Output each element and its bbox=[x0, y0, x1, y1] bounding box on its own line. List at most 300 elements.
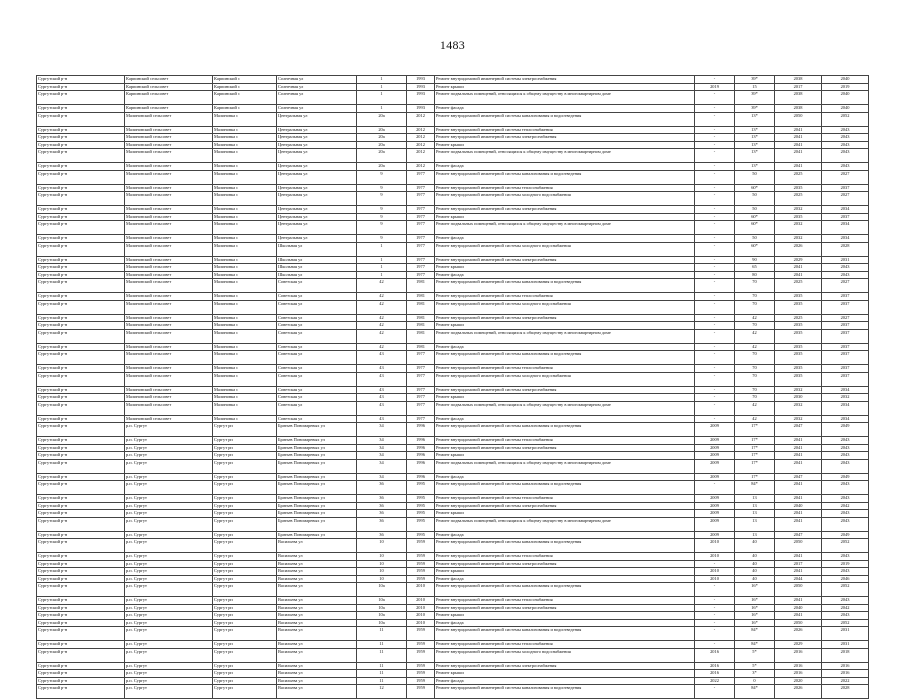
district-cell: Сургутский р-н bbox=[37, 192, 125, 206]
plan-end-year-cell: 2018 bbox=[822, 648, 869, 662]
plan-end-year-cell: 2034 bbox=[822, 206, 869, 214]
wear-percent-cell: 17* bbox=[735, 437, 775, 445]
plan-start-year-cell: 2050 bbox=[775, 583, 822, 597]
house-number-cell: 1 bbox=[357, 83, 407, 91]
wear-percent-cell: 40 bbox=[735, 575, 775, 583]
house-number-cell: 43 bbox=[357, 401, 407, 415]
house-number-cell: 20а bbox=[357, 141, 407, 149]
municipality-cell: р.п. Сургут bbox=[125, 604, 213, 612]
last-repair-year-cell: - bbox=[695, 386, 735, 394]
municipality-cell: р.п. Сургут bbox=[125, 437, 213, 445]
last-repair-year-cell: - bbox=[695, 372, 735, 386]
table-row bbox=[37, 401, 869, 415]
repair-type-cell: Ремонт крыши bbox=[435, 612, 695, 620]
year-built-cell: 1981 bbox=[407, 314, 435, 322]
last-repair-year-cell: - bbox=[695, 365, 735, 373]
settlement-cell: Сургут рп bbox=[213, 473, 277, 481]
wear-percent-cell: 90 bbox=[735, 256, 775, 264]
table-row bbox=[37, 163, 869, 171]
wear-percent-cell: 70 bbox=[735, 394, 775, 402]
street-cell: Солнечная ул bbox=[277, 91, 357, 105]
year-built-cell: 2012 bbox=[407, 112, 435, 126]
plan-start-year-cell: 2032 bbox=[775, 415, 822, 423]
year-built-cell: 1996 bbox=[407, 473, 435, 481]
plan-end-year-cell: 2043 bbox=[822, 517, 869, 531]
last-repair-year-cell: 2010 bbox=[695, 568, 735, 576]
table-row bbox=[37, 76, 869, 84]
plan-end-year-cell: 2032 bbox=[822, 394, 869, 402]
plan-start-year-cell: 2035 bbox=[775, 322, 822, 330]
year-built-cell: 1977 bbox=[407, 264, 435, 272]
settlement-cell: Сургут рп bbox=[213, 452, 277, 460]
year-built-cell: 1996 bbox=[407, 444, 435, 452]
repair-type-cell: Ремонт внутридомовой инженерной системы теплоснабжения bbox=[435, 553, 695, 561]
plan-start-year-cell: 2016 bbox=[775, 648, 822, 662]
municipality-cell: Малиновский сельсовет bbox=[125, 300, 213, 314]
year-built-cell: 1977 bbox=[407, 401, 435, 415]
wear-percent-cell: 50 bbox=[735, 206, 775, 214]
street-cell: Васильева ул bbox=[277, 597, 357, 605]
table-row bbox=[37, 619, 869, 627]
settlement-cell: Малиновка с bbox=[213, 279, 277, 293]
wear-percent-cell: 40 bbox=[735, 553, 775, 561]
settlement-cell: Сургут рп bbox=[213, 677, 277, 685]
last-repair-year-cell: 2009 bbox=[695, 437, 735, 445]
last-repair-year-cell: 2009 bbox=[695, 444, 735, 452]
plan-start-year-cell: 2047 bbox=[775, 423, 822, 437]
wear-percent-cell: 50 bbox=[735, 235, 775, 243]
plan-start-year-cell: 2035 bbox=[775, 365, 822, 373]
wear-percent-cell: 70 bbox=[735, 365, 775, 373]
district-cell: Сургутский р-н bbox=[37, 300, 125, 314]
table-row bbox=[37, 670, 869, 678]
street-cell: Советская ул bbox=[277, 293, 357, 301]
plan-start-year-cell: 2025 bbox=[775, 192, 822, 206]
repair-type-cell: Ремонт внутридомовой инженерной системы теплоснабжения bbox=[435, 293, 695, 301]
repair-type-cell: Ремонт внутридомовой инженерной системы электроснабжения bbox=[435, 662, 695, 670]
wear-percent-cell: 13 bbox=[735, 531, 775, 539]
district-cell: Сургутский р-н bbox=[37, 322, 125, 330]
house-number-cell: 43 bbox=[357, 372, 407, 386]
repair-type-cell: Ремонт внутридомовой инженерной системы электроснабжения bbox=[435, 206, 695, 214]
last-repair-year-cell: - bbox=[695, 221, 735, 235]
plan-end-year-cell: 2052 bbox=[822, 583, 869, 597]
year-built-cell: 1996 bbox=[407, 437, 435, 445]
plan-start-year-cell: 2032 bbox=[775, 221, 822, 235]
table-row bbox=[37, 604, 869, 612]
plan-end-year-cell: 2043 bbox=[822, 495, 869, 503]
repair-type-cell: Ремонт внутридомовой инженерной системы канализования и водоотведения bbox=[435, 481, 695, 495]
repair-type-cell: Ремонт крыши bbox=[435, 83, 695, 91]
street-cell: Братьев Пономаревых ул bbox=[277, 452, 357, 460]
wear-percent-cell: 13 bbox=[735, 502, 775, 510]
repair-type-cell: Ремонт фасада bbox=[435, 531, 695, 539]
repair-type-cell: Ремонт внутридомовой инженерной системы канализования и водоотведения bbox=[435, 583, 695, 597]
plan-start-year-cell: 2035 bbox=[775, 184, 822, 192]
district-cell: Сургутский р-н bbox=[37, 91, 125, 105]
house-number-cell: 42 bbox=[357, 329, 407, 343]
house-number-cell: 34 bbox=[357, 459, 407, 473]
municipality-cell: Малиновский сельсовет bbox=[125, 394, 213, 402]
house-number-cell: 11 bbox=[357, 677, 407, 685]
wear-percent-cell: 39* bbox=[735, 91, 775, 105]
house-number-cell: 20а bbox=[357, 134, 407, 142]
settlement-cell: Сургут рп bbox=[213, 502, 277, 510]
plan-start-year-cell: 2032 bbox=[775, 206, 822, 214]
wear-percent-cell: 13* bbox=[735, 112, 775, 126]
year-built-cell: 1996 bbox=[407, 459, 435, 473]
district-cell: Сургутский р-н bbox=[37, 553, 125, 561]
table-row bbox=[37, 685, 869, 699]
repair-type-cell: Ремонт подвальных помещений, относящихся к общему имуществу в многоквартирном доме bbox=[435, 221, 695, 235]
wear-percent-cell: 13* bbox=[735, 126, 775, 134]
plan-end-year-cell: 2037 bbox=[822, 293, 869, 301]
plan-start-year-cell: 2035 bbox=[775, 372, 822, 386]
plan-start-year-cell: 2041 bbox=[775, 553, 822, 561]
plan-start-year-cell: 2047 bbox=[775, 473, 822, 481]
repair-type-cell: Ремонт внутридомовой инженерной системы канализования и водоотведения bbox=[435, 170, 695, 184]
municipality-cell: р.п. Сургут bbox=[125, 648, 213, 662]
street-cell: Центральная ул bbox=[277, 149, 357, 163]
repair-type-cell: Ремонт внутридомовой инженерной системы электроснабжения bbox=[435, 444, 695, 452]
house-number-cell: 10 bbox=[357, 560, 407, 568]
wear-percent-cell: 13 bbox=[735, 517, 775, 531]
street-cell: Васильева ул bbox=[277, 568, 357, 576]
last-repair-year-cell: - bbox=[695, 271, 735, 279]
plan-end-year-cell: 2043 bbox=[822, 481, 869, 495]
last-repair-year-cell: 2009 bbox=[695, 495, 735, 503]
district-cell: Сургутский р-н bbox=[37, 415, 125, 423]
district-cell: Сургутский р-н bbox=[37, 365, 125, 373]
year-built-cell: 1959 bbox=[407, 670, 435, 678]
plan-end-year-cell: 2042 bbox=[822, 604, 869, 612]
last-repair-year-cell: 2022 bbox=[695, 677, 735, 685]
municipality-cell: Малиновский сельсовет bbox=[125, 264, 213, 272]
wear-percent-cell: 13 bbox=[735, 495, 775, 503]
last-repair-year-cell: - bbox=[695, 627, 735, 641]
last-repair-year-cell: - bbox=[695, 170, 735, 184]
repair-type-cell: Ремонт фасада bbox=[435, 235, 695, 243]
municipality-cell: Малиновский сельсовет bbox=[125, 415, 213, 423]
settlement-cell: Сургут рп bbox=[213, 444, 277, 452]
plan-start-year-cell: 2041 bbox=[775, 141, 822, 149]
district-cell: Сургутский р-н bbox=[37, 575, 125, 583]
plan-end-year-cell: 2043 bbox=[822, 264, 869, 272]
plan-end-year-cell: 2040 bbox=[822, 105, 869, 113]
repair-type-cell: Ремонт внутридомовой инженерной системы теплоснабжения bbox=[435, 437, 695, 445]
wear-percent-cell: 60* bbox=[735, 184, 775, 192]
year-built-cell: 1996 bbox=[407, 452, 435, 460]
last-repair-year-cell: - bbox=[695, 343, 735, 351]
municipality-cell: р.п. Сургут bbox=[125, 539, 213, 553]
plan-end-year-cell: 2034 bbox=[822, 221, 869, 235]
repair-type-cell: Ремонт внутридомовой инженерной системы электроснабжения bbox=[435, 560, 695, 568]
wear-percent-cell: 70 bbox=[735, 386, 775, 394]
municipality-cell: Малиновский сельсовет bbox=[125, 293, 213, 301]
table-row bbox=[37, 627, 869, 641]
municipality-cell: Карпинский сельсовет bbox=[125, 91, 213, 105]
table-row bbox=[37, 170, 869, 184]
settlement-cell: Сургут рп bbox=[213, 560, 277, 568]
municipality-cell: Малиновский сельсовет bbox=[125, 329, 213, 343]
settlement-cell: Малиновка с bbox=[213, 242, 277, 256]
repair-type-cell: Ремонт фасада bbox=[435, 575, 695, 583]
district-cell: Сургутский р-н bbox=[37, 583, 125, 597]
plan-end-year-cell: 2034 bbox=[822, 235, 869, 243]
house-number-cell: 1 bbox=[357, 242, 407, 256]
street-cell: Советская ул bbox=[277, 279, 357, 293]
table-row bbox=[37, 279, 869, 293]
house-number-cell: 1 bbox=[357, 256, 407, 264]
wear-percent-cell: 42 bbox=[735, 415, 775, 423]
house-number-cell: 1 bbox=[357, 105, 407, 113]
plan-start-year-cell: 2017 bbox=[775, 83, 822, 91]
street-cell: Центральная ул bbox=[277, 221, 357, 235]
settlement-cell: Малиновка с bbox=[213, 365, 277, 373]
house-number-cell: 43 bbox=[357, 415, 407, 423]
plan-end-year-cell: 2034 bbox=[822, 386, 869, 394]
last-repair-year-cell: - bbox=[695, 394, 735, 402]
table-row bbox=[37, 481, 869, 495]
plan-end-year-cell: 2043 bbox=[822, 437, 869, 445]
repair-type-cell: Ремонт внутридомовой инженерной системы холодного водоснабжения bbox=[435, 372, 695, 386]
plan-start-year-cell: 2040 bbox=[775, 502, 822, 510]
table-row bbox=[37, 343, 869, 351]
year-built-cell: 2010 bbox=[407, 604, 435, 612]
year-built-cell: 1959 bbox=[407, 648, 435, 662]
wear-percent-cell: 42 bbox=[735, 314, 775, 322]
table-row bbox=[37, 517, 869, 531]
street-cell: Центральная ул bbox=[277, 141, 357, 149]
table-row bbox=[37, 365, 869, 373]
settlement-cell: Сургут рп bbox=[213, 437, 277, 445]
wear-percent-cell: 13* bbox=[735, 149, 775, 163]
plan-end-year-cell: 2027 bbox=[822, 279, 869, 293]
table-row bbox=[37, 134, 869, 142]
municipality-cell: Малиновский сельсовет bbox=[125, 256, 213, 264]
year-built-cell: 1977 bbox=[407, 271, 435, 279]
settlement-cell: Малиновка с bbox=[213, 112, 277, 126]
street-cell: Школьная ул bbox=[277, 256, 357, 264]
last-repair-year-cell: - bbox=[695, 206, 735, 214]
plan-end-year-cell: 2028 bbox=[822, 242, 869, 256]
district-cell: Сургутский р-н bbox=[37, 372, 125, 386]
year-built-cell: 2010 bbox=[407, 583, 435, 597]
repair-type-cell: Ремонт фасада bbox=[435, 343, 695, 351]
repair-type-cell: Ремонт фасада bbox=[435, 163, 695, 171]
wear-percent-cell: 16* bbox=[735, 612, 775, 620]
municipality-cell: Малиновский сельсовет bbox=[125, 271, 213, 279]
last-repair-year-cell: - bbox=[695, 149, 735, 163]
plan-start-year-cell: 2029 bbox=[775, 641, 822, 649]
repair-type-cell: Ремонт подвальных помещений, относящихся к общему имуществу в многоквартирном доме bbox=[435, 401, 695, 415]
street-cell: Солнечная ул bbox=[277, 76, 357, 84]
house-number-cell: 1 bbox=[357, 91, 407, 105]
table-row bbox=[37, 597, 869, 605]
settlement-cell: Малиновка с bbox=[213, 271, 277, 279]
wear-percent-cell: 50 bbox=[735, 192, 775, 206]
repair-type-cell: Ремонт фасада bbox=[435, 677, 695, 685]
table-row bbox=[37, 351, 869, 365]
municipality-cell: р.п. Сургут bbox=[125, 670, 213, 678]
last-repair-year-cell: - bbox=[695, 242, 735, 256]
wear-percent-cell: 13* bbox=[735, 141, 775, 149]
street-cell: Центральная ул bbox=[277, 192, 357, 206]
district-cell: Сургутский р-н bbox=[37, 271, 125, 279]
wear-percent-cell: 84* bbox=[735, 641, 775, 649]
street-cell: Центральная ул bbox=[277, 112, 357, 126]
plan-start-year-cell: 2016 bbox=[775, 670, 822, 678]
table-row bbox=[37, 235, 869, 243]
plan-end-year-cell: 2037 bbox=[822, 372, 869, 386]
last-repair-year-cell: - bbox=[695, 76, 735, 84]
street-cell: Братьев Пономаревых ул bbox=[277, 502, 357, 510]
district-cell: Сургутский р-н bbox=[37, 279, 125, 293]
last-repair-year-cell: - bbox=[695, 322, 735, 330]
table-row bbox=[37, 531, 869, 539]
settlement-cell: Малиновка с bbox=[213, 149, 277, 163]
settlement-cell: Малиновка с bbox=[213, 322, 277, 330]
municipality-cell: Малиновский сельсовет bbox=[125, 242, 213, 256]
district-cell: Сургутский р-н bbox=[37, 444, 125, 452]
wear-percent-cell: 16* bbox=[735, 583, 775, 597]
house-number-cell: 9 bbox=[357, 184, 407, 192]
plan-end-year-cell: 2019 bbox=[822, 560, 869, 568]
street-cell: Школьная ул bbox=[277, 242, 357, 256]
wear-percent-cell: 17* bbox=[735, 423, 775, 437]
last-repair-year-cell: 2010 bbox=[695, 553, 735, 561]
plan-end-year-cell: 2027 bbox=[822, 192, 869, 206]
house-number-cell: 36 bbox=[357, 481, 407, 495]
plan-end-year-cell: 2019 bbox=[822, 83, 869, 91]
district-cell: Сургутский р-н bbox=[37, 83, 125, 91]
district-cell: Сургутский р-н bbox=[37, 141, 125, 149]
repair-type-cell: Ремонт фасада bbox=[435, 271, 695, 279]
year-built-cell: 1995 bbox=[407, 510, 435, 518]
wear-percent-cell: 40 bbox=[735, 568, 775, 576]
house-number-cell: 1 bbox=[357, 76, 407, 84]
municipality-cell: Карпинский сельсовет bbox=[125, 105, 213, 113]
street-cell: Советская ул bbox=[277, 365, 357, 373]
last-repair-year-cell: - bbox=[695, 415, 735, 423]
settlement-cell: Сургут рп bbox=[213, 612, 277, 620]
street-cell: Братьев Пономаревых ул bbox=[277, 444, 357, 452]
plan-start-year-cell: 2041 bbox=[775, 481, 822, 495]
street-cell: Васильева ул bbox=[277, 575, 357, 583]
plan-end-year-cell: 2049 bbox=[822, 531, 869, 539]
year-built-cell: 1959 bbox=[407, 553, 435, 561]
table-row bbox=[37, 553, 869, 561]
settlement-cell: Сургут рп bbox=[213, 575, 277, 583]
year-built-cell: 1981 bbox=[407, 322, 435, 330]
municipality-cell: р.п. Сургут bbox=[125, 459, 213, 473]
repair-type-cell: Ремонт крыши bbox=[435, 394, 695, 402]
year-built-cell: 1996 bbox=[407, 423, 435, 437]
plan-start-year-cell: 2032 bbox=[775, 235, 822, 243]
last-repair-year-cell: 2016 bbox=[695, 662, 735, 670]
municipality-cell: Малиновский сельсовет bbox=[125, 126, 213, 134]
plan-start-year-cell: 2035 bbox=[775, 293, 822, 301]
wear-percent-cell: 16* bbox=[735, 597, 775, 605]
table-row bbox=[37, 149, 869, 163]
repair-type-cell: Ремонт фасада bbox=[435, 619, 695, 627]
house-number-cell: 34 bbox=[357, 452, 407, 460]
settlement-cell: Сургут рп bbox=[213, 553, 277, 561]
street-cell: Васильева ул bbox=[277, 641, 357, 649]
house-number-cell: 11 bbox=[357, 670, 407, 678]
district-cell: Сургутский р-н bbox=[37, 105, 125, 113]
table-row bbox=[37, 539, 869, 553]
settlement-cell: Малиновка с bbox=[213, 235, 277, 243]
street-cell: Васильева ул bbox=[277, 662, 357, 670]
settlement-cell: Малиновка с bbox=[213, 293, 277, 301]
house-number-cell: 11 bbox=[357, 648, 407, 662]
plan-start-year-cell: 2035 bbox=[775, 329, 822, 343]
repair-type-cell: Ремонт внутридомовой инженерной системы теплоснабжения bbox=[435, 495, 695, 503]
street-cell: Советская ул bbox=[277, 415, 357, 423]
year-built-cell: 1977 bbox=[407, 394, 435, 402]
plan-start-year-cell: 2035 bbox=[775, 343, 822, 351]
repair-type-cell: Ремонт крыши bbox=[435, 568, 695, 576]
year-built-cell: 1977 bbox=[407, 184, 435, 192]
year-built-cell: 2012 bbox=[407, 126, 435, 134]
repair-type-cell: Ремонт внутридомовой инженерной системы канализования и водоотведения bbox=[435, 279, 695, 293]
municipality-cell: р.п. Сургут bbox=[125, 502, 213, 510]
last-repair-year-cell: - bbox=[695, 279, 735, 293]
street-cell: Советская ул bbox=[277, 329, 357, 343]
plan-end-year-cell: 2043 bbox=[822, 459, 869, 473]
house-number-cell: 42 bbox=[357, 322, 407, 330]
wear-percent-cell: 3* bbox=[735, 670, 775, 678]
repair-type-cell: Ремонт фасада bbox=[435, 473, 695, 481]
wear-percent-cell: 5* bbox=[735, 662, 775, 670]
plan-end-year-cell: 2043 bbox=[822, 134, 869, 142]
plan-end-year-cell: 2043 bbox=[822, 568, 869, 576]
plan-end-year-cell: 2022 bbox=[822, 677, 869, 685]
street-cell: Васильева ул bbox=[277, 553, 357, 561]
settlement-cell: Малиновка с bbox=[213, 394, 277, 402]
street-cell: Советская ул bbox=[277, 394, 357, 402]
house-number-cell: 9 bbox=[357, 235, 407, 243]
district-cell: Сургутский р-н bbox=[37, 126, 125, 134]
table-row bbox=[37, 648, 869, 662]
table-row bbox=[37, 221, 869, 235]
plan-end-year-cell: 2037 bbox=[822, 184, 869, 192]
year-built-cell: 1977 bbox=[407, 213, 435, 221]
plan-start-year-cell: 2041 bbox=[775, 149, 822, 163]
last-repair-year-cell: - bbox=[695, 329, 735, 343]
municipality-cell: Малиновский сельсовет bbox=[125, 386, 213, 394]
plan-start-year-cell: 2025 bbox=[775, 314, 822, 322]
wear-percent-cell: 40 bbox=[735, 560, 775, 568]
plan-end-year-cell: 2037 bbox=[822, 300, 869, 314]
last-repair-year-cell: 2009 bbox=[695, 517, 735, 531]
district-cell: Сургутский р-н bbox=[37, 221, 125, 235]
plan-start-year-cell: 2038 bbox=[775, 105, 822, 113]
district-cell: Сургутский р-н bbox=[37, 329, 125, 343]
wear-percent-cell: 16* bbox=[735, 604, 775, 612]
page-number: 1483 bbox=[439, 38, 466, 52]
plan-start-year-cell: 2040 bbox=[775, 604, 822, 612]
last-repair-year-cell: 2016 bbox=[695, 648, 735, 662]
settlement-cell: Малиновка с bbox=[213, 213, 277, 221]
plan-end-year-cell: 2037 bbox=[822, 322, 869, 330]
district-cell: Сургутский р-н bbox=[37, 386, 125, 394]
house-number-cell: 10 bbox=[357, 553, 407, 561]
year-built-cell: 1977 bbox=[407, 192, 435, 206]
house-number-cell: 20а bbox=[357, 126, 407, 134]
district-cell: Сургутский р-н bbox=[37, 473, 125, 481]
